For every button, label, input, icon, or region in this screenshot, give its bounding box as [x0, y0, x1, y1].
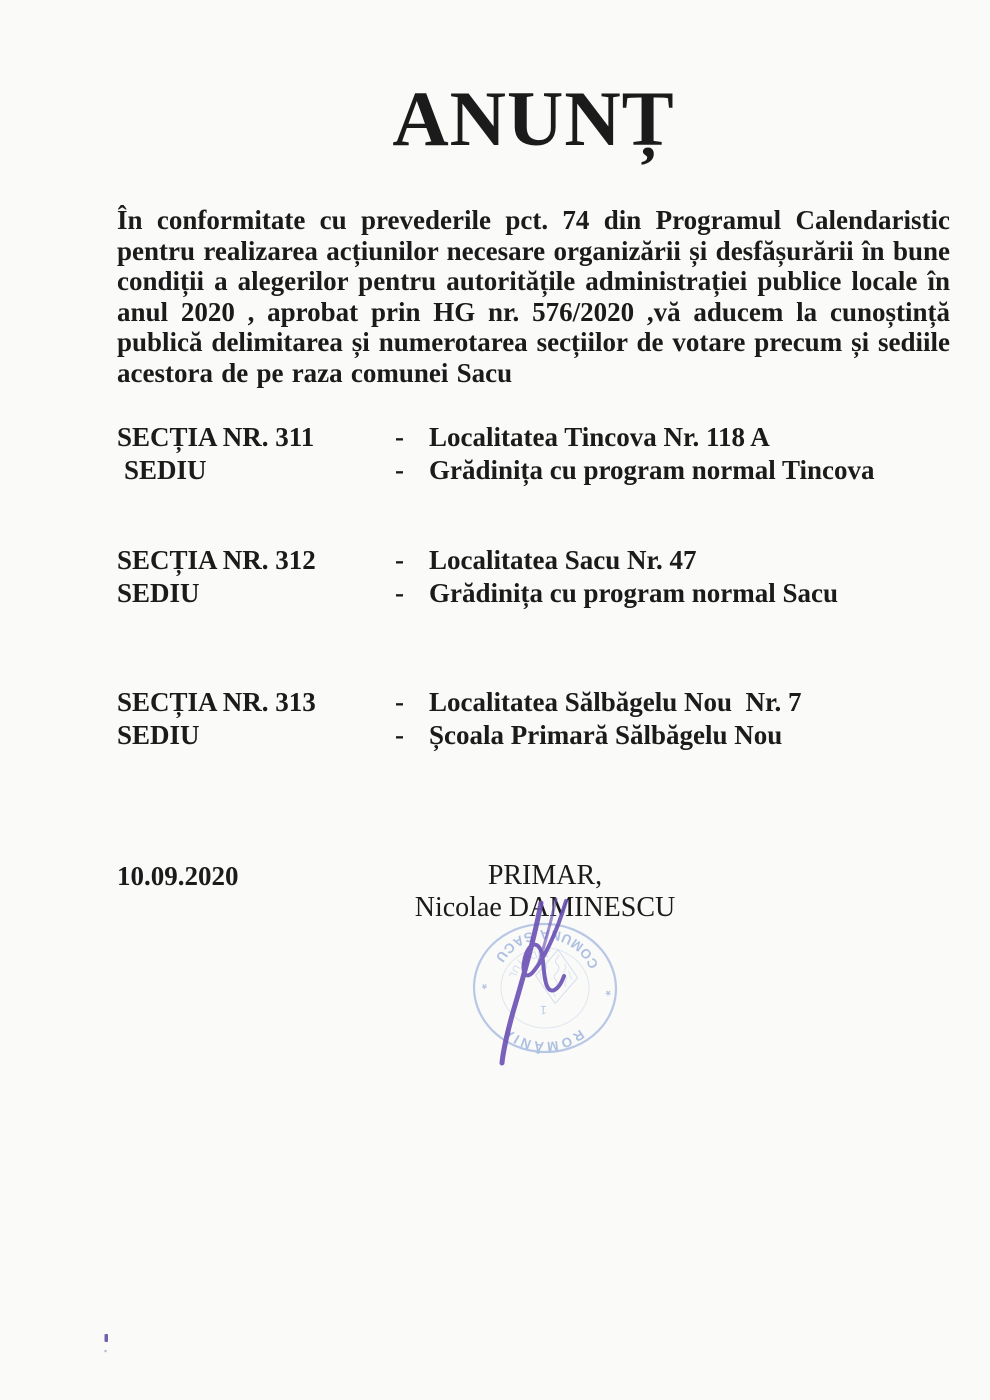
section-location: Localitatea Sălbăgelu Nou Nr. 7 [429, 687, 802, 717]
stamp-coat-of-arms [534, 949, 579, 1005]
stamp-center-number: 1 [539, 1002, 548, 1018]
sediu-label: SEDIU [117, 578, 200, 608]
document-date: 10.09.2020 [117, 861, 239, 891]
voting-section-313 [117, 686, 950, 752]
dash-bullet: - [395, 720, 404, 750]
sediu-label: SEDIU [117, 720, 200, 750]
section-venue: Grădinița cu program normal Tincova [429, 455, 875, 485]
signer-name: Nicolae DAMINESCU [414, 892, 676, 923]
voting-section-311 [117, 421, 950, 487]
dash-bullet: - [395, 422, 404, 452]
stamp-star-left-icon: * [602, 983, 612, 999]
section-number-label: SECȚIA NR. 313 [117, 687, 316, 717]
section-location: Localitatea Tincova Nr. 118 A [429, 422, 770, 452]
ink-speck [104, 1334, 108, 1352]
section-row [117, 454, 950, 487]
dash-bullet: - [395, 545, 404, 575]
sediu-label: SEDIU [124, 455, 207, 485]
section-row [117, 686, 950, 719]
dash-bullet: - [395, 578, 404, 608]
section-number-label: SECȚIA NR. 312 [117, 545, 316, 575]
official-round-stamp [471, 920, 620, 1058]
stamp-star-right-icon: * [478, 976, 488, 992]
section-row [117, 719, 950, 752]
stamp-country-arc-text: ROMÂNIA [497, 1023, 588, 1055]
announcement-paragraph: În conformitate cu prevederile pct. 74 din Programul Calendaristic pentru realizarea acțiunilor necesare organizării și desfășurării în bune condiții a alegerilor pentru autoritățile administrației publice locale în anul 2020 , aprobat prin HG nr. 576/2020 ,vă aducem la cunoștință publică delimitarea și numerotarea secțiilor de votare precum și sediile acestora de pe raza comunei Sacu [117, 205, 950, 388]
stamp-commune-arc-text: COMUNA SACU [491, 926, 602, 972]
stamp-outer-ring [471, 920, 620, 1055]
section-venue: Școala Primară Sălbăgelu Nou [429, 720, 783, 750]
section-row [117, 421, 950, 454]
dash-bullet: - [395, 687, 404, 717]
signature-block [350, 860, 740, 924]
signer-title: PRIMAR, [487, 860, 603, 891]
stamp-county-text: JUDEȚUL [505, 946, 552, 981]
voting-section-312 [117, 544, 950, 610]
stamp-inner-ring [499, 946, 591, 1030]
section-number-label: SECȚIA NR. 311 [117, 422, 315, 452]
section-row [117, 544, 950, 577]
section-row [117, 577, 950, 610]
document-title: ANUNȚ [392, 75, 675, 162]
section-location: Localitatea Sacu Nr. 47 [429, 545, 697, 575]
dash-bullet: - [395, 455, 404, 485]
section-venue: Grădinița cu program normal Sacu [429, 578, 839, 608]
